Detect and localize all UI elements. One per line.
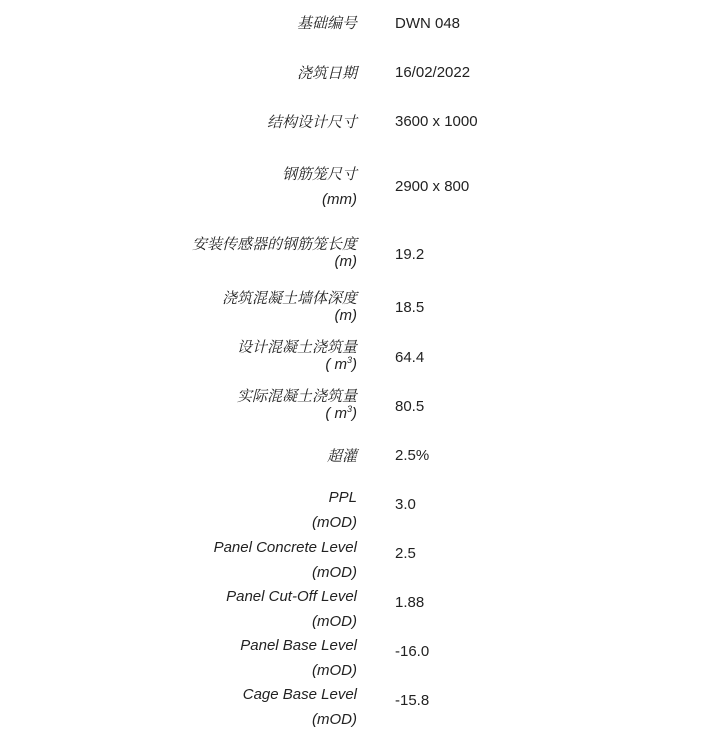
row-value-actual-volume: 80.5	[395, 398, 425, 415]
row-value-panel-cut-off-level: 1.88	[395, 594, 425, 611]
row-value-sensor-cage-length: 19.2	[395, 246, 425, 263]
row-value-pour-date: 16/02/2022	[395, 64, 471, 81]
row-value-panel-base-level: -16.0	[395, 643, 430, 660]
label-text: 浇筑日期	[296, 65, 357, 82]
label-text: PPL	[328, 489, 357, 506]
label-text: 结构设计尺寸	[266, 114, 357, 131]
label-text: 基础编号	[296, 15, 357, 32]
label-unit: (mOD)	[312, 662, 357, 679]
label-text: 浇筑混凝土墙体深度	[221, 290, 357, 307]
row-label-panel-base-level	[240, 633, 357, 683]
row-value-foundation-id: DWN 048	[395, 15, 461, 32]
label-text: Cage Base Level	[242, 686, 357, 703]
label-unit: (mOD)	[312, 514, 357, 531]
row-label-design-size	[267, 110, 357, 135]
label-text: 超灌	[326, 448, 357, 465]
row-label-foundation-id	[297, 11, 357, 36]
row-label-cage-size	[282, 162, 357, 212]
label-unit: ( $m^3$)	[325, 355, 357, 373]
row-label-panel-concrete-level	[214, 535, 357, 585]
row-value-cage-size: 2900 x 800	[395, 178, 470, 195]
label-text: Panel Base Level	[240, 637, 357, 654]
row-value-ppl: 3.0	[395, 496, 416, 513]
label-unit: (mOD)	[312, 711, 357, 728]
label-text: 钢筋笼尺寸	[281, 166, 357, 183]
label-unit: (m)	[334, 307, 357, 324]
row-value-panel-concrete-level: 2.5	[395, 545, 416, 562]
row-value-design-size: 3600 x 1000	[395, 113, 478, 130]
label-unit: (mOD)	[312, 564, 357, 581]
row-label-ppl	[312, 485, 357, 535]
row-value-design-volume: 64.4	[395, 349, 425, 366]
row-value-overpour: 2.5%	[395, 447, 430, 464]
row-label-wall-depth	[222, 290, 357, 324]
label-text: 安装传感器的钢筋笼长度	[191, 236, 357, 253]
row-label-actual-volume	[237, 388, 357, 422]
row-label-pour-date	[297, 61, 357, 86]
label-unit: (mm)	[322, 191, 357, 208]
label-text: 实际混凝土浇筑量	[236, 388, 357, 405]
label-unit: ( $m^3$)	[325, 404, 357, 422]
label-unit: (m)	[334, 253, 357, 270]
label-text: 设计混凝土浇筑量	[236, 339, 357, 356]
label-unit: (mOD)	[312, 613, 357, 630]
row-label-design-volume	[237, 339, 357, 373]
row-value-wall-depth: 18.5	[395, 299, 425, 316]
label-text: Panel Concrete Level	[213, 539, 357, 556]
row-value-cage-base-level: -15.8	[395, 692, 430, 709]
row-label-panel-cut-off-level	[226, 584, 357, 634]
row-label-overpour	[327, 444, 357, 469]
row-label-cage-base-level	[243, 682, 357, 732]
row-label-sensor-cage-length	[192, 236, 357, 270]
label-text: Panel Cut-Off Level	[226, 588, 357, 605]
